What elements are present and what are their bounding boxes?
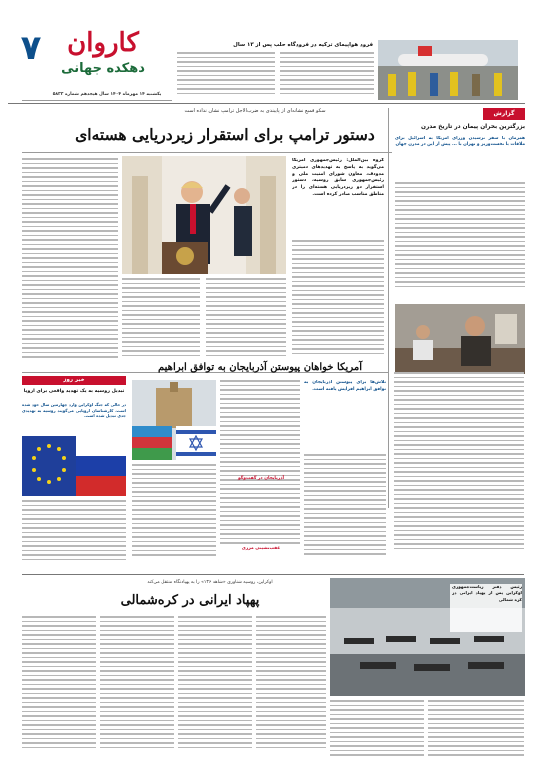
masthead: [0, 0, 533, 100]
main-lead: گروه بین‌الملل: رئیس‌جمهوری آمریکا می‌گوید به پاسخ به تهدیدهای دمیتری مدودف، معاون شورای امنیت ملی و رئیس‌جمهوری سابق روسیه، دستور استقرار دو زیردریایی هسته‌ای را در مناطق مناسب صادر کرده است.: [292, 158, 384, 197]
eu-russia-photo: [22, 436, 126, 496]
azerbaijan-subhead-1: آذربایجان در گفت‌وگو: [237, 476, 285, 481]
azerbaijan-photo: [132, 380, 216, 460]
report-photo: [395, 304, 525, 374]
top-body-mid: [177, 52, 275, 100]
flag-russia-icon: [76, 436, 126, 496]
news-box-title: خبر روز: [22, 376, 126, 385]
report-body: [395, 182, 525, 300]
azerbaijan-body-mid: [220, 380, 300, 568]
report-lead: همزمان با سفر نرسیدن وزرای آمریکا به اسرائیل برای ملاقات با نخست‌وزیر و تهران با ... پیش از این در مدرن جهان: [395, 136, 525, 148]
flag-azerbaijan-icon: [132, 426, 172, 460]
bottom-kicker: اوکراین، روسیه شناوری «شاهد ۱۳۶» را به پهپادنگاه منتقل می‌کند: [147, 580, 273, 585]
bottom-body-3: [178, 616, 252, 766]
azerbaijan-body-right: [304, 454, 386, 568]
flag-eu-icon: [22, 436, 76, 496]
main-headline: دستور ترامپ برای استقرار زیردریایی هسته‌ای: [75, 125, 375, 144]
report-body-lower: [394, 372, 524, 572]
bottom-headline: پهپاد ایرانی در کره‌شمالی: [120, 593, 260, 608]
top-headline: فرود هواپیمای ترکیه در فرودگاه حلب پس از ۱۳ سال: [233, 42, 373, 48]
flag-israel-icon: [176, 426, 216, 460]
report-title: بزرگترین بحران پیمان در تاریخ مدرن: [421, 124, 525, 130]
bottom-caption: رئیس دفتر ریاست‌جمهوری اوکراین پس از پهپاد ایرانی در کره شمالی: [452, 584, 522, 602]
airport-photo: [378, 40, 518, 100]
top-body-right: [280, 52, 374, 100]
azerbaijan-subhead-2: عقب‌نشینی مرزی: [241, 546, 281, 551]
main-body-right: [292, 240, 384, 368]
main-body-center-b: [206, 278, 286, 368]
news-box: [22, 376, 126, 566]
azerbaijan-headline: آمریکا خواهان پیوستن آذربایجان به توافق ابراهیم: [158, 362, 362, 373]
bottom-body-1: [22, 616, 96, 766]
main-body-center-a: [122, 278, 200, 368]
bottom-body-6: [428, 700, 524, 766]
logo-main: کاروان: [67, 28, 139, 58]
bottom-body-5: [330, 700, 424, 766]
bottom-body-2: [100, 616, 174, 766]
report-kicker: گزارش: [483, 108, 525, 120]
azerbaijan-body-left: [132, 464, 216, 568]
report-section: [392, 108, 525, 366]
logo: [58, 26, 148, 86]
news-box-headline: تبدیل روسیه به یک تهدید واقعی برای اروپا: [23, 389, 125, 394]
logo-sub: دهکده جهانی: [61, 61, 145, 76]
issue-line: یکشنبه ۱۴ مهرماه ۱۴۰۴ سال هیجدهم شماره ۵۸۳۲: [52, 92, 162, 97]
azerbaijan-lead: تلاش‌ها برای پیوستن آذربایجان به توافق ابراهیم افزایش یافته است.: [304, 380, 386, 392]
main-body-left: [22, 158, 118, 368]
page-number: ۷: [20, 28, 42, 68]
main-kicker: سکو فمبع نشانه‌ای از پایبندی به ضرب‌الاجل ترامپ نشان نداده است: [184, 108, 326, 114]
news-box-lead: در حالی که جنگ اوکراین وارد چهارمین سال خود شده است، کارشناسان اروپایی می‌گویند روسیه به تهدیدی جدی تبدیل شده است.: [22, 402, 126, 419]
trump-photo: [122, 156, 286, 274]
bottom-body-4: [256, 616, 326, 766]
